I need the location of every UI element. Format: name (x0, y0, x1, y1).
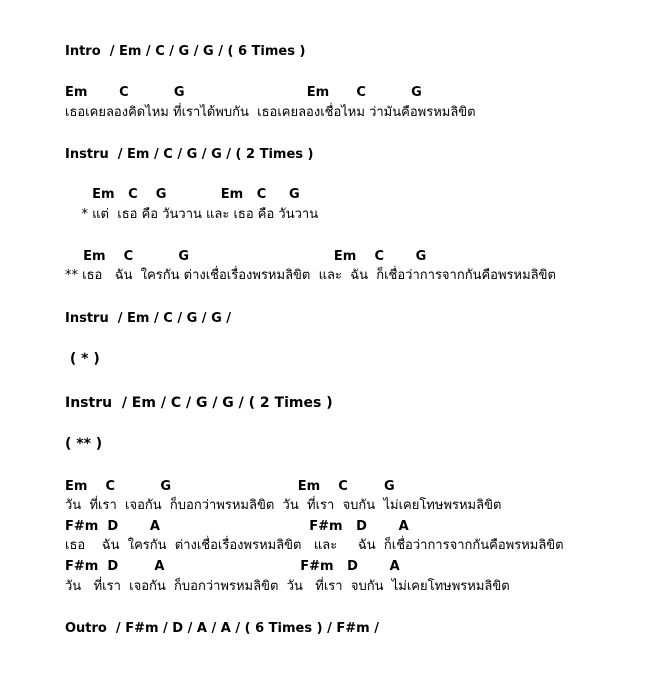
bridge-lyrics-3: วัน ที่เรา เจอกัน ก็บอกว่าพรหมลิขิต วัน ที่เรา จบกัน ไม่เคยโทษพรหมลิขิต (65, 579, 510, 594)
repeat-double-star-marker: ( ** ) (65, 436, 103, 452)
repeat-star-marker: ( * ) (65, 351, 100, 367)
bridge-lyrics-1: วัน ที่เรา เจอกัน ก็บอกว่าพรหมลิขิต วัน ที่เรา จบกัน ไม่เคยโทษพรหมลิขิต (65, 498, 502, 513)
verse1-lyrics: เธอเคยลองคิดไหม ที่เราได้พบกัน เธอเคยลองเชื่อไหม ว่ามันคือพรหมลิขิต (65, 105, 476, 120)
bridge-lyrics-2: เธอ ฉัน ใครกัน ต่างเชื่อเรื่องพรหมลิขิต และ ฉัน ก็เชื่อว่าการจากกันคือพรหมลิขิต (65, 538, 564, 553)
chorus1-lyrics: * แต่ เธอ คือ วันวาน และ เธอ คือ วันวาน (65, 207, 319, 222)
chorus2-lyrics: ** เธอ ฉัน ใครกัน ต่างเชื่อเรื่องพรหมลิขิต และ ฉัน ก็เชื่อว่าการจากกันคือพรหมลิขิต (65, 268, 556, 283)
bridge-chords-3: F#m D A F#m D A (65, 559, 400, 574)
outro-line: Outro / F#m / D / A / A / ( 6 Times ) / F#m / (65, 621, 379, 636)
chorus2-chords: Em C G Em C G (65, 249, 427, 264)
instru-line-1: Instru / Em / C / G / G / ( 2 Times ) (65, 147, 314, 162)
instru-line-2: Instru / Em / C / G / G / (65, 311, 232, 326)
bridge-chords-1: Em C G Em C G (65, 479, 395, 494)
bridge-chords-2: F#m D A F#m D A (65, 519, 409, 534)
instru-line-3: Instru / Em / C / G / G / ( 2 Times ) (65, 395, 333, 411)
chorus1-chords: Em C G Em C G (65, 187, 300, 202)
verse1-chords: Em C G Em C G (65, 85, 422, 100)
intro-line: Intro / Em / C / G / G / ( 6 Times ) (65, 44, 306, 59)
